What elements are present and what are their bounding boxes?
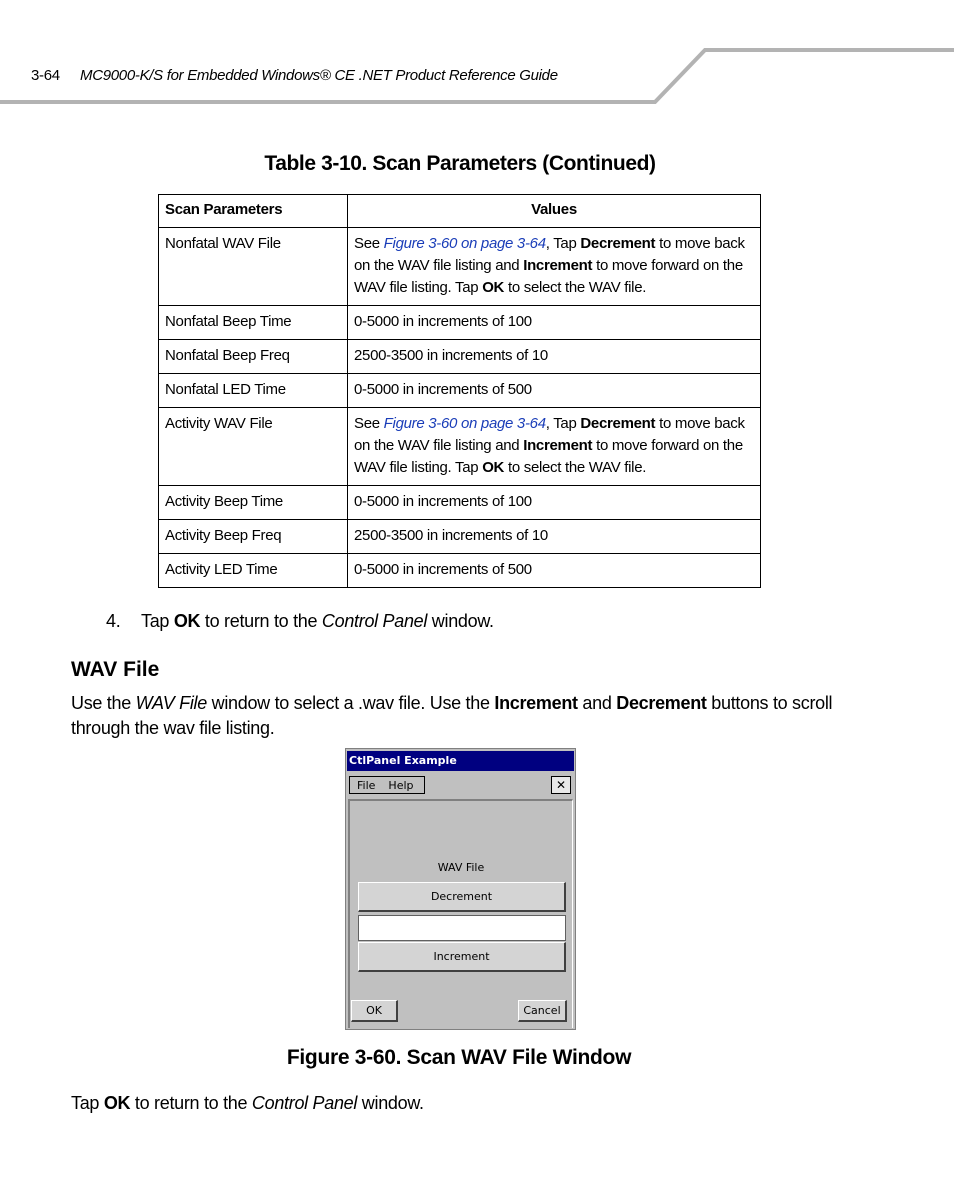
cancel-button[interactable]: Cancel: [518, 1000, 567, 1022]
table-row: [159, 340, 761, 374]
step-4: 4. Tap OK to return to the Control Panel window.: [106, 611, 494, 631]
menu-bar: [347, 773, 574, 797]
close-icon[interactable]: ✕: [551, 776, 571, 794]
table-row: [159, 554, 761, 588]
value-cell: 0-5000 in increments of 500: [348, 554, 761, 588]
wav-file-field[interactable]: [358, 915, 566, 941]
value-cell: See Figure 3-60 on page 3-64, Tap Decrement to move back on the WAV file listing and Increment to move forward on the WAV file listing. Tap OK to select the WAV file.: [348, 408, 761, 486]
param-cell: Nonfatal Beep Freq: [159, 340, 348, 374]
wav-file-label: WAV File: [437, 861, 485, 874]
section-paragraph: Use the WAV File window to select a .wav file. Use the Increment and Decrement buttons to scroll through the wav file listing.: [71, 693, 833, 738]
decrement-button[interactable]: Decrement: [358, 882, 566, 912]
column-header-values: Values: [348, 195, 761, 228]
value-cell: 0-5000 in increments of 500: [348, 374, 761, 408]
table-row: [159, 486, 761, 520]
param-cell: Activity LED Time: [159, 554, 348, 588]
param-cell: Nonfatal Beep Time: [159, 306, 348, 340]
menu-group: [349, 776, 425, 794]
table-row: [159, 306, 761, 340]
param-cell: Activity Beep Time: [159, 486, 348, 520]
scan-parameters-table: [158, 194, 761, 588]
table-row: [159, 228, 761, 306]
window-client-area: [348, 799, 573, 1028]
table-row: [159, 374, 761, 408]
table-header-row: [159, 195, 761, 228]
figure-link[interactable]: Figure 3-60 on page 3-64: [383, 415, 546, 432]
table-row: [159, 408, 761, 486]
window-title: CtlPanel Example: [347, 751, 574, 771]
increment-button[interactable]: Increment: [358, 942, 566, 972]
ok-button[interactable]: OK: [351, 1000, 398, 1022]
param-cell: Nonfatal WAV File: [159, 228, 348, 306]
step-number: 4.: [106, 611, 121, 631]
param-cell: Activity Beep Freq: [159, 520, 348, 554]
header-rule: [0, 0, 954, 110]
figure-link[interactable]: Figure 3-60 on page 3-64: [383, 235, 546, 252]
page-number: 3-64: [31, 67, 60, 84]
value-cell: See Figure 3-60 on page 3-64, Tap Decrement to move back on the WAV file listing and Increment to move forward on the WAV file listing. Tap OK to select the WAV file.: [348, 228, 761, 306]
value-cell: 0-5000 in increments of 100: [348, 306, 761, 340]
final-instruction: Tap OK to return to the Control Panel window.: [71, 1093, 424, 1113]
param-cell: Nonfatal LED Time: [159, 374, 348, 408]
column-header-parameters: Scan Parameters: [159, 195, 348, 228]
menu-help[interactable]: Help: [388, 779, 414, 792]
table-row: [159, 520, 761, 554]
section-title: WAV File: [71, 658, 160, 681]
value-cell: 2500-3500 in increments of 10: [348, 340, 761, 374]
param-cell: Activity WAV File: [159, 408, 348, 486]
figure-caption: Figure 3-60. Scan WAV File Window: [286, 1046, 632, 1069]
value-cell: 2500-3500 in increments of 10: [348, 520, 761, 554]
value-cell: 0-5000 in increments of 100: [348, 486, 761, 520]
running-title: MC9000-K/S for Embedded Windows® CE .NET Product Reference Guide: [80, 67, 558, 84]
table-caption: Table 3-10. Scan Parameters (Continued): [264, 152, 656, 175]
ctlpanel-window: [345, 748, 576, 1030]
menu-file[interactable]: File: [357, 779, 376, 792]
